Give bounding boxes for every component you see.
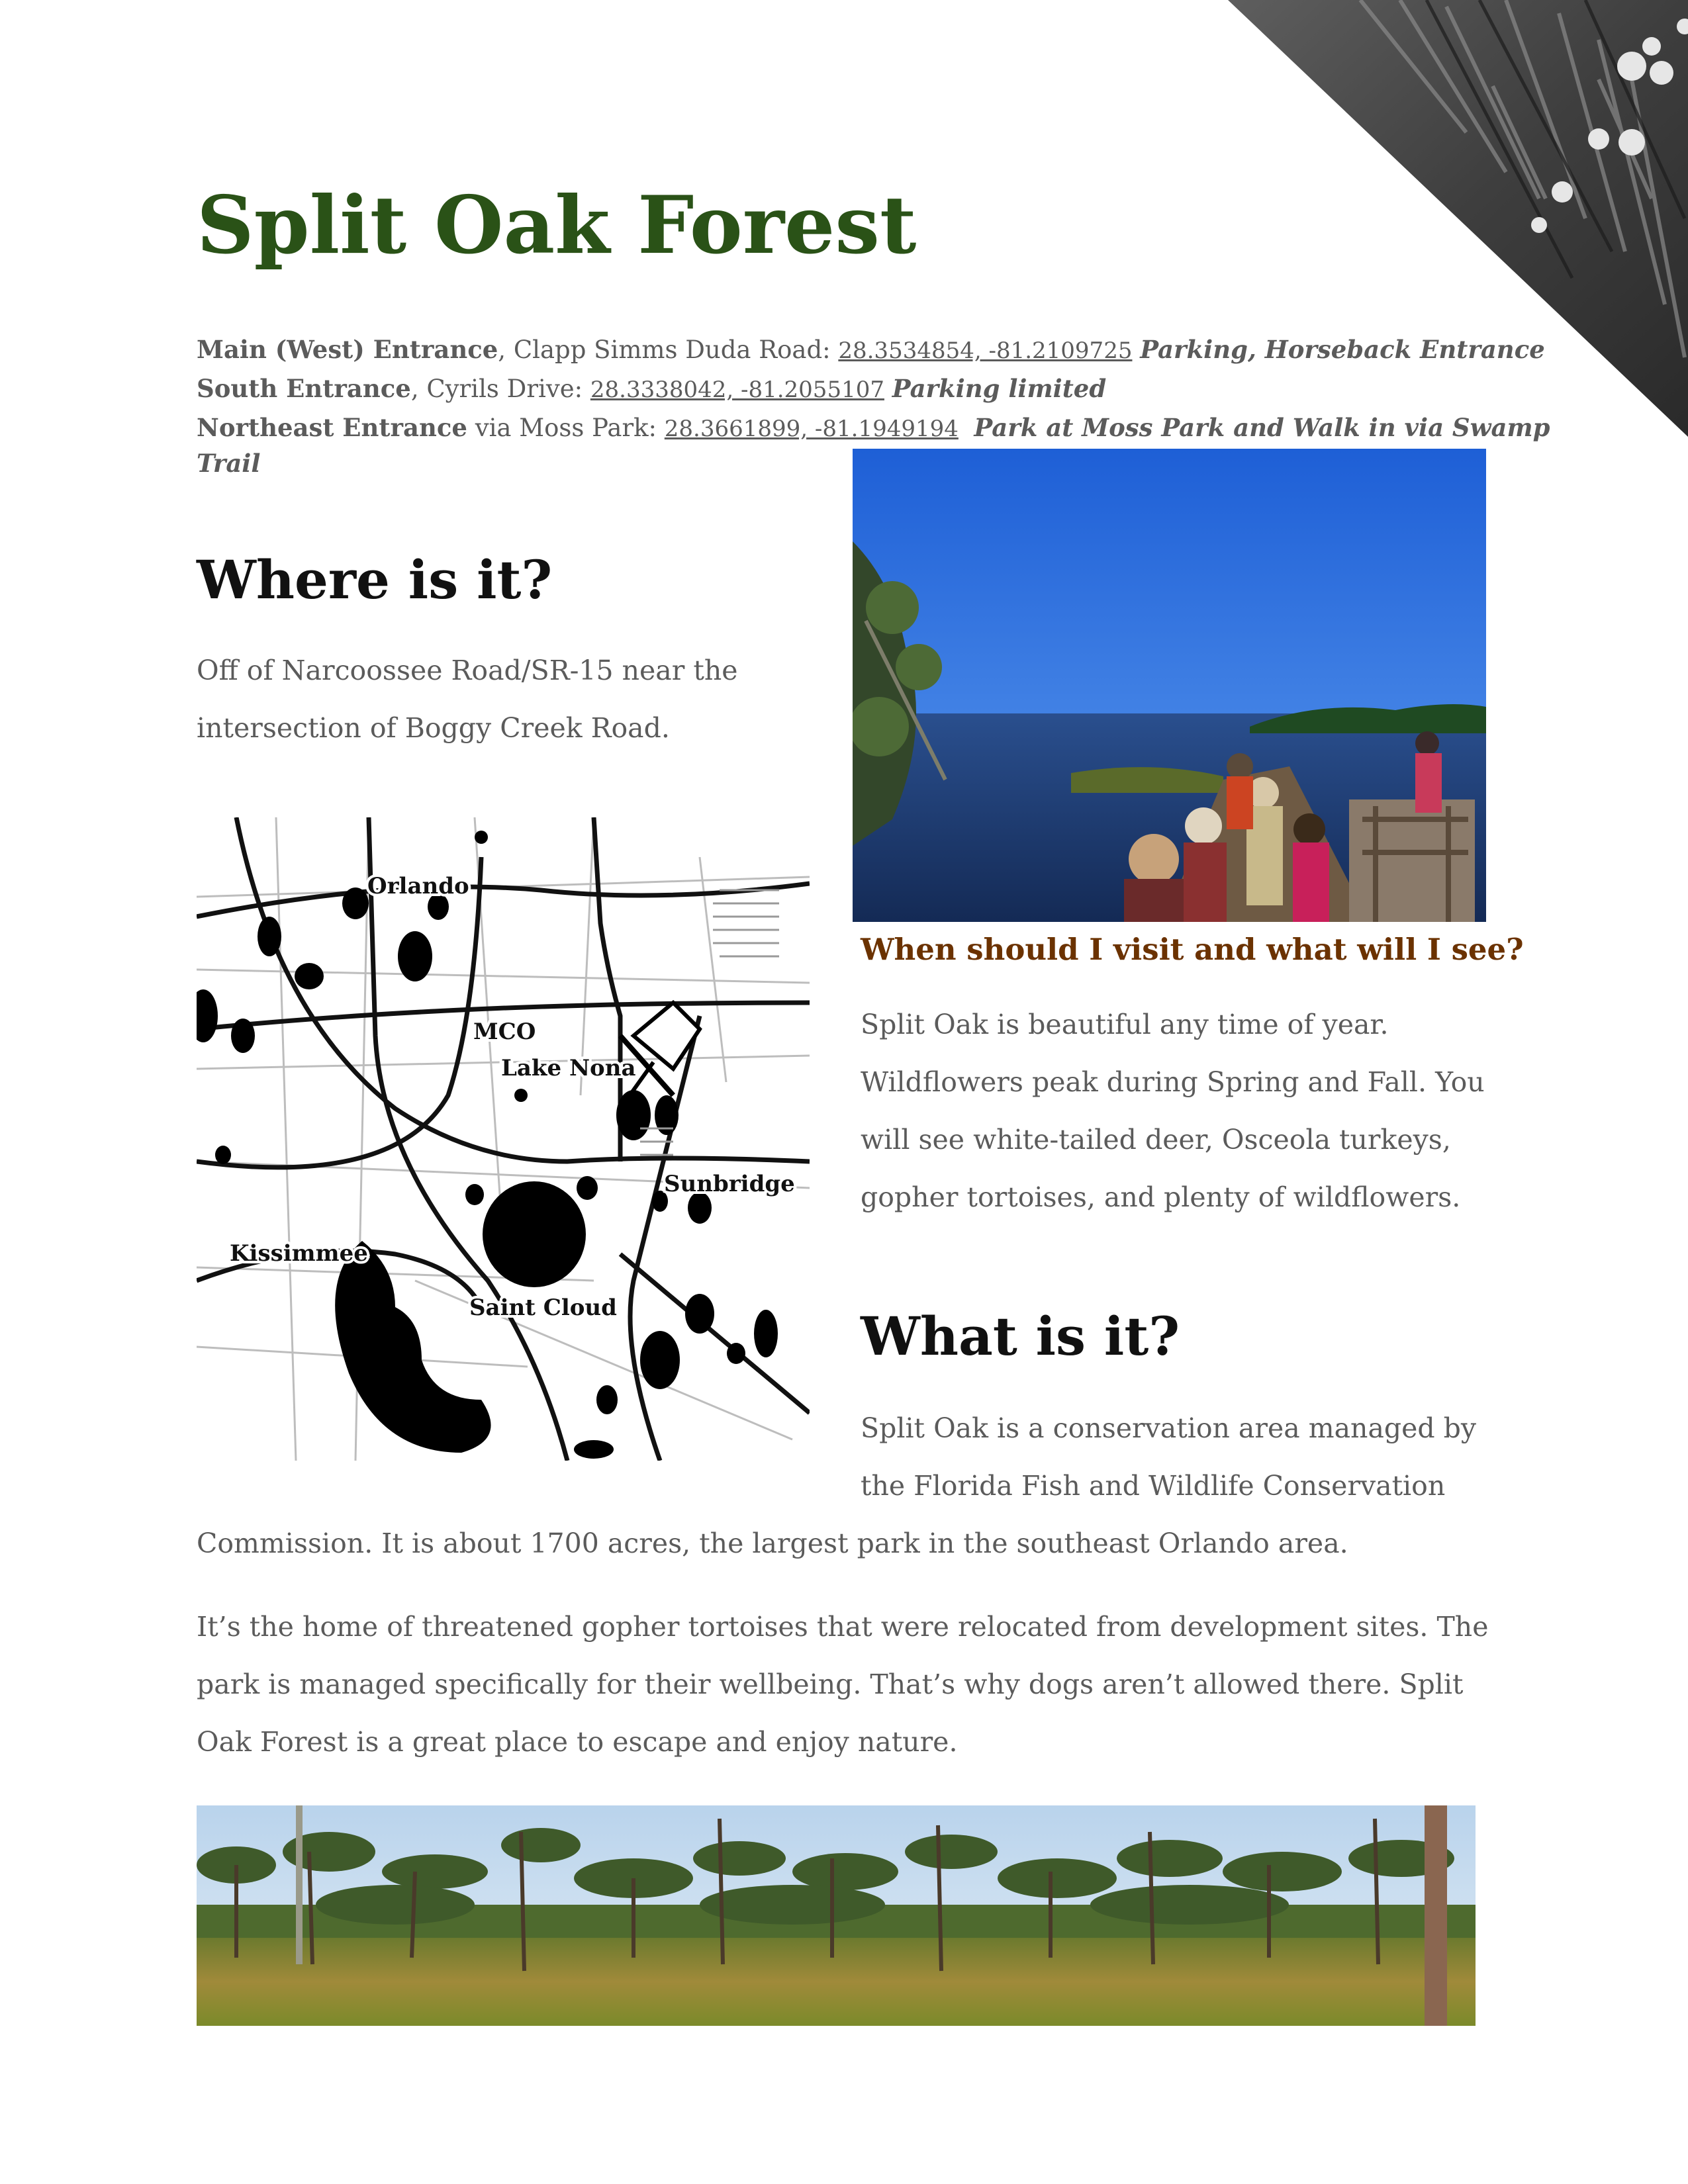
- entrance-coordinates-link[interactable]: 28.3338042, -81.2055107: [590, 377, 884, 403]
- entrance-road: , Cyrils Drive:: [410, 375, 590, 403]
- map-label-saint-cloud: Saint Cloud: [469, 1295, 617, 1321]
- map-label-orlando: Orlando: [367, 873, 469, 899]
- area-map: [197, 817, 810, 1461]
- entrance-note-continued: Trail: [197, 449, 261, 478]
- what-text-part-1: Split Oak is a conservation area managed by the Florida Fish and Wildlife Conservation: [861, 1412, 1477, 1502]
- entrance-south: [197, 370, 1454, 409]
- entrance-northeast: [197, 409, 1550, 448]
- when-text: Split Oak is beautiful any time of year. Wildflowers peak during Spring and Fall. You will see white-tailed deer, Osceola turkeys, gopher tortoises, and plenty of wildflowers.: [861, 1009, 1485, 1213]
- entrance-road: via Moss Park:: [467, 414, 665, 442]
- entrance-coordinates-link[interactable]: 28.3661899, -81.1949194: [664, 416, 959, 442]
- when-heading: When should I visit and what will I see?: [861, 932, 1524, 967]
- entrance-road: , Clapp Simms Duda Road:: [498, 336, 839, 364]
- what-text-part-3: It’s the home of threatened gopher tortoises that were relocated from development sites. The park is managed specifically for their wellbeing. That’s why dogs aren’t allowed there. Split Oak Forest is a great place to escape and enjoy nature.: [197, 1611, 1489, 1758]
- map-label-mco: MCO: [473, 1019, 536, 1045]
- map-label-lake-nona: Lake Nona: [501, 1055, 636, 1081]
- entrance-name: Main (West) Entrance: [197, 335, 498, 364]
- entrance-note: Parking, Horseback Entrance: [1140, 335, 1545, 364]
- entrance-name: Northeast Entrance: [197, 413, 467, 442]
- boardwalk-lake-photo: [853, 449, 1486, 922]
- pine-forest-panorama: [197, 1805, 1476, 2026]
- entrance-coordinates-link[interactable]: 28.3534854, -81.2109725: [838, 338, 1133, 364]
- where-heading: Where is it?: [197, 549, 553, 611]
- what-heading: What is it?: [861, 1305, 1180, 1367]
- entrance-name: South Entrance: [197, 374, 411, 403]
- entrance-note: Park at Moss Park and Walk in via Swamp: [974, 413, 1550, 442]
- entrance-note: Parking limited: [892, 374, 1107, 403]
- what-text-part-2: Commission. It is about 1700 acres, the largest park in the southeast Orlando area.: [197, 1527, 1348, 1559]
- entrance-main: [197, 331, 1545, 370]
- map-label-kissimmee: Kissimmee: [230, 1240, 368, 1267]
- where-text: Off of Narcoossee Road/SR-15 near the intersection of Boggy Creek Road.: [197, 655, 738, 744]
- page-title: Split Oak Forest: [197, 179, 917, 272]
- map-label-sunbridge: Sunbridge: [664, 1171, 795, 1197]
